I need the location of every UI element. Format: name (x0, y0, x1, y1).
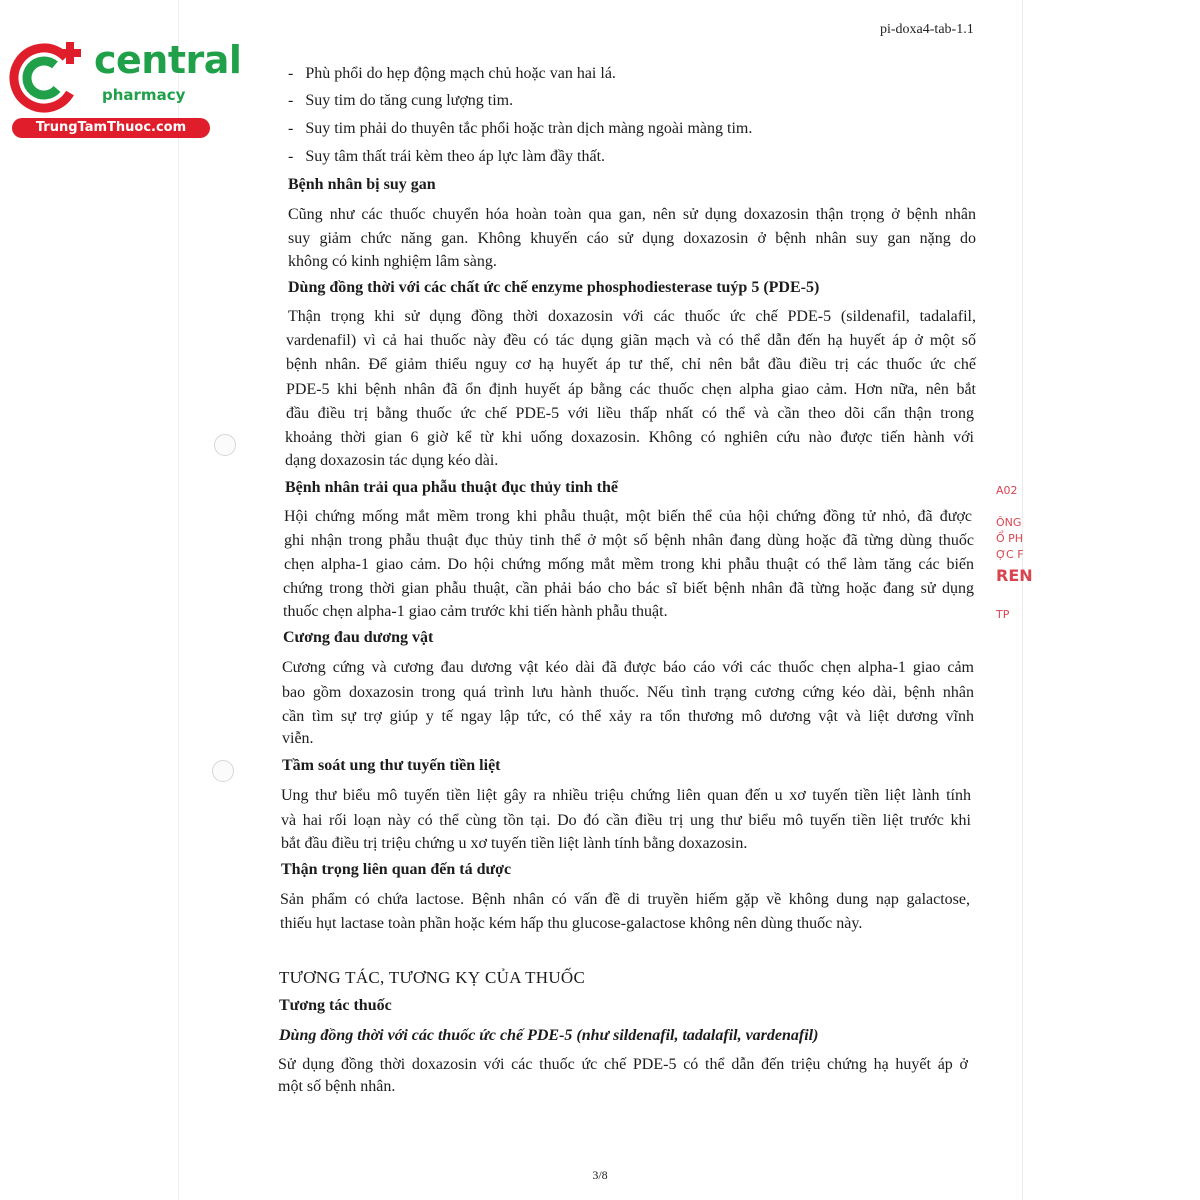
paragraph-line: cần tìm sự trợ giúp y tế ngay lập tức, có thể xảy ra tổn thương mô dương vật và liệt dương vĩnh (282, 708, 974, 725)
bullet-item: - Suy tâm thất trái kèm theo áp lực làm đầy thất. (288, 148, 606, 165)
bullet-item: - Suy tim do tăng cung lượng tim. (288, 92, 514, 109)
paragraph-line: không có kinh nghiệm lâm sàng. (288, 253, 497, 270)
paragraph-line: PDE-5 khi bệnh nhân đã ổn định huyết áp bằng các thuốc chẹn alpha giao cảm. Hơn nữa, nên bắt (286, 381, 976, 398)
paragraph-line: chứng trong thời gian phẫu thuật, cần phải báo cho bác sĩ biết bệnh nhân đã từng hoặc đang sử dụng (283, 580, 974, 597)
logo-brand: central (94, 38, 242, 82)
paragraph-line: suy giảm chức năng gan. Không khuyến cáo sử dụng doxazosin ở bệnh nhân suy gan nặng do (288, 230, 976, 247)
heading-prostate: Tầm soát ung thư tuyến tiền liệt (282, 757, 501, 774)
subheading-drug-interactions: Tương tác thuốc (279, 997, 392, 1014)
paragraph-line: Hội chứng mống mắt mềm trong khi phẫu thuật, một biến thể của hội chứng đồng tử nhỏ, đã được (284, 508, 972, 525)
paragraph-line: một số bệnh nhân. (278, 1078, 396, 1095)
paragraph-line: viễn. (282, 730, 314, 747)
paragraph-line: đầu điều trị bằng thuốc ức chế PDE-5 với liều thấp nhất có thể và cần theo dõi cẩn thận trong (286, 405, 974, 422)
document-code: pi-doxa4-tab-1.1 (880, 22, 974, 37)
paragraph-line: và hai rối loạn này có thể cùng tồn tại. Do đó cần điều trị ung thư biểu mô tuyến tiền liệt trước khi (281, 812, 971, 829)
paragraph-line: bắt đầu điều trị triệu chứng u xơ tuyến tiền liệt lành tính bằng doxazosin. (281, 835, 748, 852)
heading-pde5: Dùng đồng thời với các chất ức chế enzyme phosphodiesterase tuýp 5 (PDE-5) (288, 279, 820, 296)
bullet-item: - Suy tim phải do thuyên tắc phổi hoặc tràn dịch màng ngoài màng tim. (288, 120, 753, 137)
heading-excipients: Thận trọng liên quan đến tá dược (281, 861, 512, 878)
paragraph-line: Ung thư biểu mô tuyến tiền liệt gây ra nhiều triệu chứng liên quan đến u xơ tuyến tiền liệt lành tính (281, 787, 971, 804)
paragraph-line: Cương cứng và cương đau dương vật kéo dài đã được báo cáo với các thuốc chẹn alpha-1 giao cảm (282, 659, 974, 676)
paragraph-line: Sản phẩm có chứa lactose. Bệnh nhân có vấn đề di truyền hiếm gặp về không dung nạp galactose, (280, 891, 970, 908)
page-number: 3/8 (592, 1168, 608, 1182)
stamp-fragment: A02 ÔNG Ổ PH ỢC F REN TP (996, 484, 1033, 621)
heading-priapism: Cương đau dương vật (283, 629, 434, 646)
logo-subtitle: pharmacy (102, 86, 186, 104)
paragraph-line: Thận trọng khi sử dụng đồng thời doxazosin với các thuốc ức chế PDE-5 (sildenafil, tadalafil, (288, 308, 976, 325)
paragraph-line: ghi nhận trong phẫu thuật đục thủy tinh thể ở một số bệnh nhân đang dùng hoặc đã từng dùng thuốc (284, 532, 974, 549)
bullet-item: - Phù phổi do hẹp động mạch chủ hoặc van hai lá. (288, 65, 616, 82)
paragraph-line: Sử dụng đồng thời doxazosin với các thuốc ức chế PDE-5 có thể dẫn đến triệu chứng hạ huyết áp ở (278, 1056, 968, 1073)
paragraph-line: khoảng thời gian 6 giờ kể từ khi uống doxazosin. Không có nghiên cứu nào được tiến hành với (285, 429, 974, 446)
paragraph-line: thuốc chẹn alpha-1 giao cảm trước khi tiến hành phẫu thuật. (283, 603, 668, 620)
logo-site-url[interactable]: TrungTamThuoc.com (12, 118, 210, 138)
paragraph-line: vardenafil) vì cả hai thuốc này đều có tác dụng giãn mạch và có thể dẫn đến hạ huyết áp ở một số (286, 332, 976, 349)
paragraph-line: Cũng như các thuốc chuyển hóa hoàn toàn qua gan, nên sử dụng doxazosin thận trọng ở bệnh nhân (288, 206, 976, 223)
heading-liver: Bệnh nhân bị suy gan (288, 176, 436, 193)
heading-cataract: Bệnh nhân trải qua phẫu thuật đục thủy tinh thể (285, 479, 619, 496)
paragraph-line: thiếu hụt lactase toàn phần hoặc kém hấp thu glucose-galactose không nên dùng thuốc này. (280, 915, 863, 932)
paragraph-line: bao gồm doxazosin trong quá trình lưu hành thuốc. Nếu tình trạng cương cứng kéo dài, bệnh nhân (282, 684, 974, 701)
italic-heading-pde5: Dùng đồng thời với các thuốc ức chế PDE-5 (như sildenafil, tadalafil, vardenafil) (279, 1027, 819, 1044)
paragraph-line: chẹn alpha-1 giao cảm. Do hội chứng mống mắt mềm trong khi phẫu thuật có thể làm tăng các biến (284, 556, 974, 573)
section-title-interactions: TƯƠNG TÁC, TƯƠNG KỴ CỦA THUỐC (279, 968, 586, 987)
paragraph-line: bệnh nhân. Để giảm thiểu nguy cơ hạ huyết áp tư thế, chỉ nên bắt đầu điều trị các thuốc ức chế (286, 356, 976, 373)
paragraph-line: dạng doxazosin tác dụng kéo dài. (285, 452, 499, 469)
